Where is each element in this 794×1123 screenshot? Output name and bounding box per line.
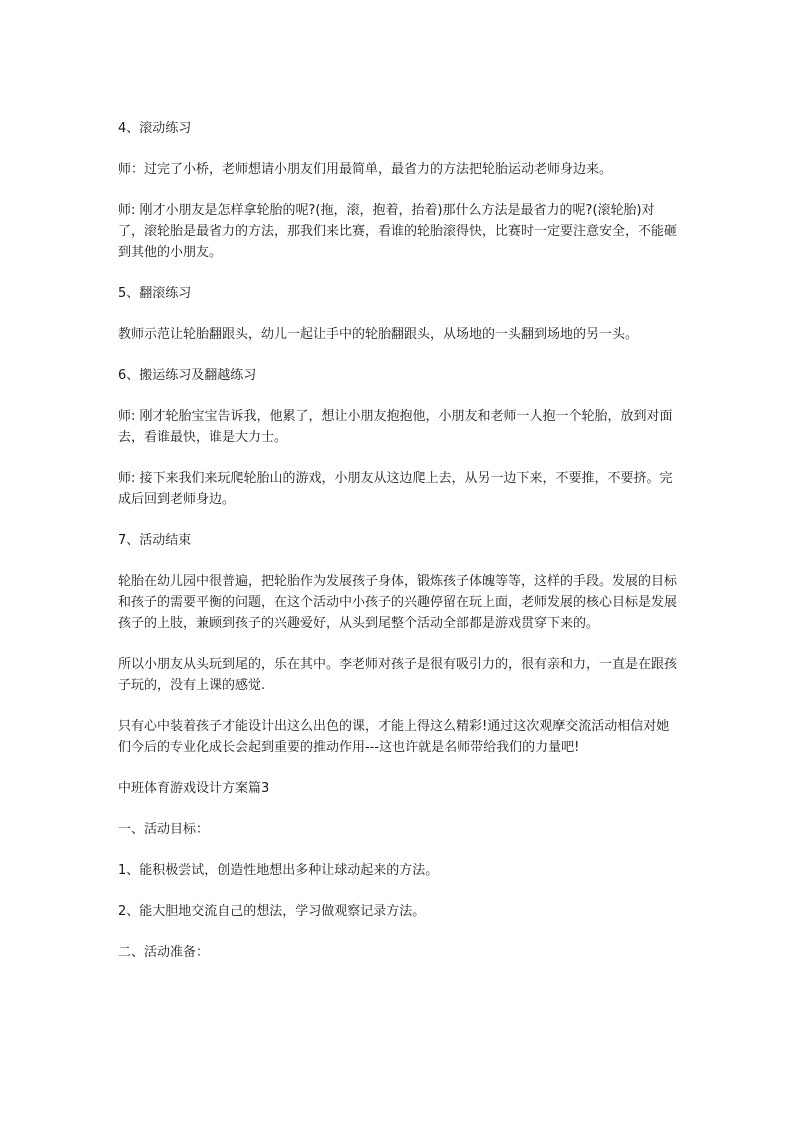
paragraph: 只有心中装着孩子才能设计出这么出色的课，才能上得这么精彩!通过这次观摩交流活动相信对她们今后的专业化成长会起到重要的推动作用---这也许就是名师带给我们的力量吧! (118, 719, 670, 755)
document-page (118, 118, 678, 963)
section-heading-preparation: 二、活动准备： (118, 945, 210, 960)
document-section-title: 中班体育游戏设计方案篇3 (118, 781, 270, 796)
paragraph: 师: 刚才小朋友是怎样拿轮胎的呢?(拖，滚，抱着，抬着)那什么方法是最省力的呢?(滚轮胎)对了，滚轮胎是最省力的方法，那我们来比赛，看谁的轮胎滚得快，比赛时一定要注意安全，不能砸到其他的小朋友。 (118, 203, 678, 260)
section-heading-carrying: 6、搬运练习及翻越练习 (118, 368, 257, 383)
paragraph: 所以小朋友从头玩到尾的，乐在其中。李老师对孩子是很有吸引力的，很有亲和力，一直是在跟孩子玩的，没有上课的感觉. (118, 657, 678, 693)
paragraph: 师: 刚才轮胎宝宝告诉我，他累了，想让小朋友抱抱他，小朋友和老师一人抱一个轮胎，放到对面去，看谁最快，谁是大力士。 (118, 409, 673, 445)
list-item: 2、能大胆地交流自己的想法，学习做观察记录方法。 (118, 904, 426, 919)
paragraph: 师：过完了小桥，老师想请小朋友们用最简单，最省力的方法把轮胎运动老师身边来。 (118, 162, 613, 177)
paragraph: 师: 接下来我们来玩爬轮胎山的游戏，小朋友从这边爬上去，从另一边下来，不要推，不要挤。完成后回到老师身边。 (118, 471, 673, 507)
section-heading-tumbling: 5、翻滚练习 (118, 286, 192, 301)
section-heading-rolling: 4、滚动练习 (118, 121, 192, 136)
paragraph: 轮胎在幼儿园中很普遍，把轮胎作为发展孩子身体，锻炼孩子体魄等等，这样的手段。发展的目标和孩子的需要平衡的问题，在这个活动中小孩子的兴趣停留在玩上面，老师发展的核心目标是发展孩子的上肢，兼顾到孩子的兴趣爱好，从头到尾整个活动全部都是游戏贯穿下来的。 (118, 574, 678, 631)
paragraph: 教师示范让轮胎翻跟头，幼儿一起让手中的轮胎翻跟头，从场地的一头翻到场地的另一头。 (118, 327, 639, 342)
section-heading-goals: 一、活动目标： (118, 822, 210, 837)
list-item: 1、能积极尝试，创造性地想出多种让球动起来的方法。 (118, 863, 439, 878)
section-heading-ending: 7、活动结束 (118, 533, 192, 548)
